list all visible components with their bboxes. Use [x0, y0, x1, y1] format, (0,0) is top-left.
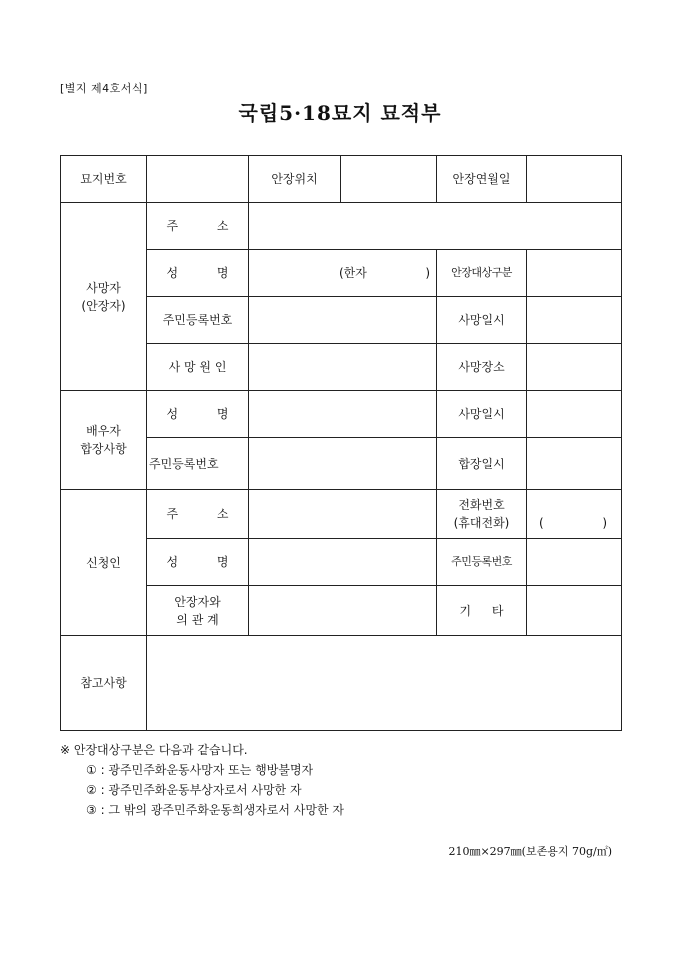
hanja-close: ) [425, 266, 430, 280]
burial-date-field[interactable] [527, 156, 622, 203]
spouse-death-datetime-field[interactable] [527, 391, 622, 438]
grave-register-table [60, 155, 622, 731]
deceased-address-label [147, 203, 249, 250]
document-title: 국립5·18묘지 묘적부 [238, 101, 442, 125]
form-number: [별지 제4호서식] [60, 82, 148, 95]
applicant-address-field[interactable] [249, 490, 437, 539]
relation-field[interactable] [249, 586, 437, 636]
applicant-rrn-label: 주민등록번호 [437, 539, 527, 586]
applicant-address-label-a: 주 [166, 507, 179, 521]
relation-label-line1: 안장자와 [174, 594, 221, 609]
applicant-phone-field[interactable] [527, 490, 622, 539]
spouse-name-label-b: 명 [216, 407, 229, 421]
death-datetime-label: 사망일시 [437, 297, 527, 344]
name-label-b: 명 [216, 266, 229, 280]
spouse-rrn-label: 주민등록번호 [147, 438, 249, 490]
joint-burial-date-label: 합장일시 [437, 438, 527, 490]
grave-number-field[interactable] [147, 156, 249, 203]
phone-open: ( [539, 516, 544, 530]
deceased-name-label [147, 250, 249, 297]
death-cause-label: 사 망 원 인 [147, 344, 249, 391]
spouse-label-line1: 배우자 [86, 424, 121, 438]
other-label [437, 586, 527, 636]
deceased-section-label [61, 203, 147, 391]
applicant-name-label-b: 명 [216, 555, 229, 569]
burial-category-label: 안장대상구분 [437, 250, 527, 297]
row-spouse-name [61, 391, 622, 438]
spouse-rrn-field[interactable] [249, 438, 437, 490]
row-deceased-address [61, 203, 622, 250]
notes-heading: ※ 안장대상구분은 다음과 같습니다. [60, 743, 248, 757]
applicant-phone-label [437, 490, 527, 539]
death-cause-field[interactable] [249, 344, 437, 391]
burial-location-field[interactable] [341, 156, 437, 203]
deceased-label-line2: (안장자) [81, 298, 126, 313]
burial-category-field[interactable] [527, 250, 622, 297]
spouse-section-label [61, 391, 147, 490]
applicant-name-label-a: 성 [166, 555, 179, 569]
applicant-rrn-field[interactable] [527, 539, 622, 586]
name-label-a: 성 [166, 266, 179, 280]
spouse-death-datetime-label: 사망일시 [437, 391, 527, 438]
deceased-address-field[interactable] [249, 203, 622, 250]
relation-label [147, 586, 249, 636]
row-grave-info [61, 156, 622, 203]
deceased-label-line1: 사망자 [86, 280, 121, 295]
note-item: ③ : 그 밖의 광주민주화운동희생자로서 사망한 자 [86, 803, 344, 817]
remarks-field[interactable] [147, 636, 622, 731]
phone-close: ) [602, 516, 607, 530]
death-place-field[interactable] [527, 344, 622, 391]
relation-label-line2: 의 관 계 [176, 612, 219, 627]
phone-label-line2: (휴대전화) [453, 516, 510, 530]
hanja-open: (한자 [339, 266, 367, 280]
death-datetime-field[interactable] [527, 297, 622, 344]
deceased-rrn-field[interactable] [249, 297, 437, 344]
deceased-name-field[interactable] [249, 250, 437, 297]
paper-spec: 210㎜×297㎜(보존용지 70g/㎡) [448, 845, 612, 858]
deceased-rrn-label: 주민등록번호 [147, 297, 249, 344]
joint-burial-date-field[interactable] [527, 438, 622, 490]
address-label-b: 소 [216, 219, 229, 233]
applicant-section-label: 신청인 [61, 490, 147, 636]
other-label-a: 기 [459, 603, 472, 618]
spouse-name-label [147, 391, 249, 438]
phone-label-line1: 전화번호 [458, 498, 505, 512]
applicant-name-field[interactable] [249, 539, 437, 586]
other-label-b: 타 [491, 603, 504, 618]
burial-location-label: 안장위치 [249, 156, 341, 203]
other-field[interactable] [527, 586, 622, 636]
row-applicant-address [61, 490, 622, 539]
note-item: ② : 광주민주화운동부상자로서 사망한 자 [86, 783, 302, 797]
spouse-label-line2: 합장사항 [80, 442, 127, 456]
grave-number-label: 묘지번호 [61, 156, 147, 203]
address-label-a: 주 [166, 219, 179, 233]
remarks-label: 참고사항 [61, 636, 147, 731]
row-remarks [61, 636, 622, 731]
applicant-name-label [147, 539, 249, 586]
burial-date-label: 안장연월일 [437, 156, 527, 203]
spouse-name-field[interactable] [249, 391, 437, 438]
death-place-label: 사망장소 [437, 344, 527, 391]
applicant-address-label-b: 소 [216, 507, 229, 521]
applicant-address-label [147, 490, 249, 539]
notes-block [60, 740, 344, 820]
spouse-name-label-a: 성 [166, 407, 179, 421]
note-item: ① : 광주민주화운동사망자 또는 행방불명자 [86, 763, 314, 777]
